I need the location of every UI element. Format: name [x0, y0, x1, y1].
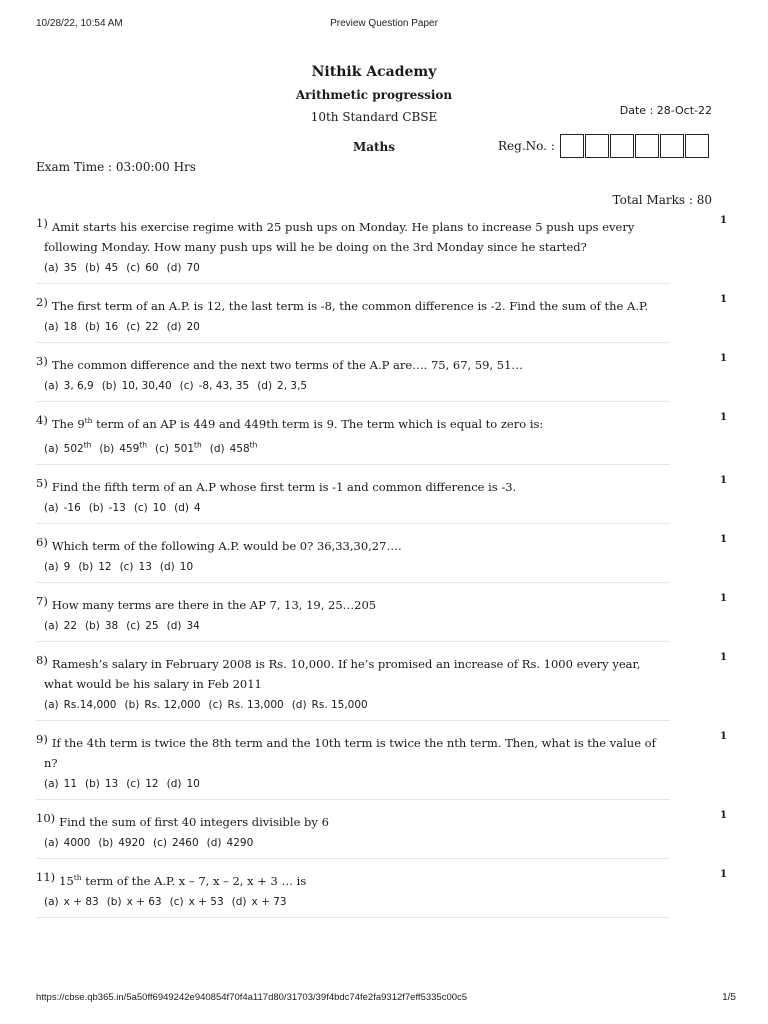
option-value: 20	[186, 321, 200, 333]
academy-name: Nithik Academy	[311, 64, 437, 80]
option-value: -13	[108, 501, 126, 514]
option	[170, 896, 224, 908]
subject-label: Maths	[352, 140, 396, 154]
option-value: 502th	[63, 440, 92, 455]
option-value: -16	[63, 501, 81, 514]
option-value: 13	[104, 777, 119, 790]
option	[126, 620, 158, 632]
option	[160, 561, 193, 573]
question-options	[36, 615, 670, 641]
question-text	[36, 292, 670, 316]
question-options	[36, 832, 670, 858]
question-item	[36, 410, 727, 465]
option-letter: (c)	[208, 698, 223, 711]
reg-no-box	[610, 134, 634, 158]
option-value: Rs.14,000	[63, 698, 117, 711]
option	[126, 778, 158, 790]
option-value: 25	[145, 619, 159, 632]
option-letter: (b)	[78, 560, 94, 573]
option-value: 3, 6,9	[63, 380, 94, 392]
option-letter: (d)	[166, 262, 182, 274]
option	[44, 502, 81, 514]
option-value: 2460	[171, 836, 199, 849]
option	[102, 380, 172, 392]
question-text	[36, 808, 670, 832]
option-letter: (b)	[106, 895, 122, 908]
option-letter: (c)	[152, 836, 167, 849]
option-value: 9	[63, 560, 71, 573]
option-value: 18	[63, 321, 78, 333]
option	[85, 620, 118, 632]
option-value: 4920	[118, 836, 145, 849]
question-options	[36, 497, 670, 523]
question-text	[36, 213, 670, 257]
option	[107, 896, 162, 908]
option-letter: (d)	[166, 777, 182, 790]
question-number: 3)	[36, 354, 48, 368]
option-letter: (c)	[119, 560, 134, 573]
reg-no-box	[635, 134, 659, 158]
option-value: 10	[152, 501, 167, 514]
option-letter: (b)	[98, 836, 114, 849]
option-value: 70	[186, 262, 200, 274]
question-number: 1)	[36, 216, 48, 230]
option-value: 10, 30,40	[121, 380, 172, 392]
option	[207, 837, 254, 849]
option-letter: (b)	[124, 698, 140, 711]
question-body: The first term of an A.P. is 12, the last term is -8, the common difference is -2. Find the sum of the A.P.	[51, 299, 649, 313]
option-letter: (d)	[166, 619, 182, 632]
exam-date: Date : 28-Oct-22	[619, 104, 712, 117]
question-options	[36, 434, 670, 464]
option	[167, 778, 200, 790]
question-marks: 1	[720, 809, 727, 821]
reg-no-box	[560, 134, 584, 158]
option-value: 12	[98, 560, 112, 573]
question-body: The 9th term of an AP is 449 and 449th term is 9. The term which is equal to zero is:	[51, 416, 544, 431]
question-item	[36, 591, 727, 642]
question-body: Find the sum of first 40 integers divisible by 6	[59, 814, 329, 829]
question-body: If the 4th term is twice the 8th term and the 10th term is twice the nth term. Then, what is the value of n?	[44, 735, 656, 770]
option	[44, 321, 77, 333]
option-value: 4	[194, 501, 201, 514]
question-list	[36, 213, 727, 926]
question-marks: 1	[720, 868, 727, 880]
option-value: 12	[145, 777, 159, 790]
question-marks: 1	[720, 533, 727, 545]
question-marks: 1	[720, 651, 727, 663]
option-letter: (b)	[85, 777, 100, 790]
option	[85, 321, 118, 333]
option-value: x + 53	[188, 895, 224, 908]
question-body: The common difference and the next two terms of the A.P are…. 75, 67, 59, 51…	[51, 358, 523, 372]
option-letter: (c)	[126, 262, 141, 274]
question-number: 11)	[36, 869, 56, 884]
option-letter: (a)	[44, 895, 59, 908]
option-value: 34	[186, 619, 200, 632]
option-value: 4000	[63, 836, 91, 849]
question-body: Amit starts his exercise regime with 25 push ups on Monday. He plans to increase 5 push ups every following Monday. How many push ups will he be doing on the 3rd Monday since he started?	[44, 220, 635, 254]
option-letter: (a)	[44, 380, 59, 392]
option-letter: (b)	[85, 619, 100, 632]
option-letter: (b)	[85, 321, 100, 333]
option	[167, 321, 200, 333]
option-letter: (a)	[44, 560, 59, 573]
option-value: 13	[138, 560, 152, 573]
question-marks: 1	[720, 353, 727, 364]
option-value: x + 63	[126, 895, 162, 908]
option	[44, 440, 92, 455]
option	[44, 561, 70, 573]
option-letter: (a)	[44, 442, 59, 455]
question-item	[36, 729, 727, 800]
reg-no-boxes	[560, 134, 710, 158]
question-marks: 1	[720, 294, 727, 305]
option	[78, 561, 111, 573]
question-marks: 1	[720, 592, 727, 604]
question-number: 8)	[36, 652, 48, 667]
reg-no-box	[660, 134, 684, 158]
option-value: 458th	[229, 440, 258, 455]
option-letter: (d)	[291, 698, 307, 711]
option-letter: (d)	[174, 501, 190, 514]
option	[120, 561, 152, 573]
option-value: 22	[63, 619, 78, 632]
option	[257, 380, 307, 392]
question-options	[36, 773, 670, 799]
question-item	[36, 650, 727, 721]
option-letter: (d)	[209, 442, 225, 455]
question-number: 4)	[36, 413, 48, 427]
print-url: https://cbse.qb365.in/5a50ff6949242e940854f70f4a117d80/31703/39f4bdc74fe2fa9312f7eff5335c00c5	[36, 992, 468, 1003]
option-letter: (d)	[166, 321, 182, 333]
option-letter: (a)	[44, 321, 59, 333]
option-value: 10	[186, 777, 200, 790]
question-number: 6)	[36, 534, 48, 549]
option	[180, 380, 250, 392]
option	[44, 778, 77, 790]
question-text	[36, 410, 670, 434]
option-letter: (c)	[126, 619, 141, 632]
option-value: 45	[104, 262, 119, 274]
option-value: 38	[104, 619, 119, 632]
option	[44, 837, 90, 849]
option-letter: (a)	[44, 619, 59, 632]
option-letter: (c)	[179, 380, 194, 392]
reg-no-label: Reg.No. :	[498, 139, 555, 153]
question-body: How many terms are there in the AP 7, 13, 19, 25…205	[51, 597, 377, 612]
option-value: Rs. 15,000	[311, 698, 368, 711]
print-page-number: 1/5	[722, 992, 736, 1003]
question-number: 9)	[36, 731, 48, 746]
question-number: 7)	[36, 593, 48, 608]
option-letter: (d)	[206, 836, 222, 849]
option-value: 22	[145, 321, 159, 333]
question-item	[36, 473, 727, 524]
option-letter: (d)	[231, 895, 247, 908]
question-item	[36, 808, 727, 859]
option	[126, 262, 158, 274]
question-number: 10)	[36, 810, 56, 825]
question-item	[36, 532, 727, 583]
question-text	[36, 473, 670, 497]
question-body: 15th term of the A.P. x – 7, x – 2, x + 3 … is	[59, 872, 307, 888]
option	[167, 262, 200, 274]
option-value: 2, 3,5	[277, 380, 308, 392]
option	[209, 699, 284, 711]
question-body: Ramesh’s salary in February 2008 is Rs. 10,000. If he’s promised an increase of Rs. 1000 every year, what would be his salary in Feb 2011	[44, 656, 641, 691]
question-marks: 1	[720, 215, 727, 226]
question-item	[36, 213, 727, 284]
option	[44, 262, 77, 274]
option-value: 10	[179, 560, 194, 573]
question-options	[36, 694, 670, 720]
option-letter: (b)	[101, 380, 117, 392]
option-value: 459th	[119, 440, 147, 455]
option-letter: (c)	[126, 321, 141, 333]
question-options	[36, 891, 670, 917]
option-value: Rs. 13,000	[227, 698, 284, 711]
option-letter: (a)	[44, 501, 59, 514]
option	[98, 837, 145, 849]
option	[44, 896, 99, 908]
option-value: 35	[63, 262, 78, 274]
total-marks: Total Marks : 80	[612, 193, 712, 207]
option-value: x + 73	[251, 895, 287, 908]
option	[174, 502, 201, 514]
question-text	[36, 591, 670, 615]
option	[44, 620, 77, 632]
question-text	[36, 351, 670, 375]
option-letter: (c)	[169, 895, 184, 908]
option	[292, 699, 368, 711]
exam-time: Exam Time : 03:00:00 Hrs	[36, 160, 196, 174]
option-letter: (d)	[257, 380, 273, 392]
option	[99, 440, 147, 455]
question-options	[36, 257, 670, 283]
standard-label: 10th Standard CBSE	[310, 110, 438, 124]
question-number: 5)	[36, 475, 48, 490]
option	[44, 699, 116, 711]
question-text	[36, 729, 670, 773]
option-letter: (b)	[99, 442, 115, 455]
option	[126, 321, 158, 333]
question-text	[36, 532, 670, 556]
question-number: 2)	[36, 295, 48, 309]
question-options	[36, 316, 670, 342]
option	[232, 896, 287, 908]
option-value: 60	[145, 262, 159, 274]
option-letter: (c)	[126, 777, 141, 790]
option-value: 16	[104, 321, 119, 333]
reg-no-box	[685, 134, 709, 158]
option-value: x + 83	[63, 895, 99, 908]
option	[124, 699, 200, 711]
question-options	[36, 556, 670, 582]
option	[85, 778, 118, 790]
question-options	[36, 375, 670, 401]
topic-title: Arithmetic progression	[295, 88, 453, 102]
option-letter: (a)	[44, 836, 59, 849]
question-text	[36, 650, 670, 694]
option-letter: (a)	[44, 262, 59, 274]
question-item	[36, 351, 727, 402]
option-value: 11	[63, 777, 78, 790]
reg-no-box	[585, 134, 609, 158]
option-letter: (a)	[44, 698, 59, 711]
question-marks: 1	[720, 730, 727, 742]
option-value: 501th	[173, 440, 202, 455]
question-text	[36, 867, 670, 891]
question-marks: 1	[720, 474, 727, 486]
option-letter: (c)	[133, 501, 148, 514]
option-value: 4290	[226, 836, 254, 849]
reg-no-field	[498, 134, 710, 158]
option-value: Rs. 12,000	[144, 698, 201, 711]
question-body: Find the fifth term of an A.P whose first term is -1 and common difference is -3.	[51, 479, 517, 494]
option-letter: (b)	[85, 262, 100, 274]
question-body: Which term of the following A.P. would be 0? 36,33,30,27….	[51, 538, 402, 553]
option	[167, 620, 200, 632]
option-letter: (a)	[44, 777, 59, 790]
question-marks: 1	[720, 412, 727, 423]
option	[153, 837, 199, 849]
option	[89, 502, 126, 514]
option-value: -8, 43, 35	[198, 380, 250, 392]
option-letter: (c)	[155, 442, 169, 455]
print-datetime: 10/28/22, 10:54 AM	[36, 18, 123, 29]
option	[85, 262, 118, 274]
question-item	[36, 292, 727, 343]
option-letter: (b)	[88, 501, 104, 514]
option	[155, 440, 202, 455]
option	[44, 380, 94, 392]
option-letter: (d)	[159, 560, 175, 573]
option	[134, 502, 166, 514]
option	[209, 440, 258, 455]
print-page-title: Preview Question Paper	[330, 18, 438, 29]
question-item	[36, 867, 727, 918]
